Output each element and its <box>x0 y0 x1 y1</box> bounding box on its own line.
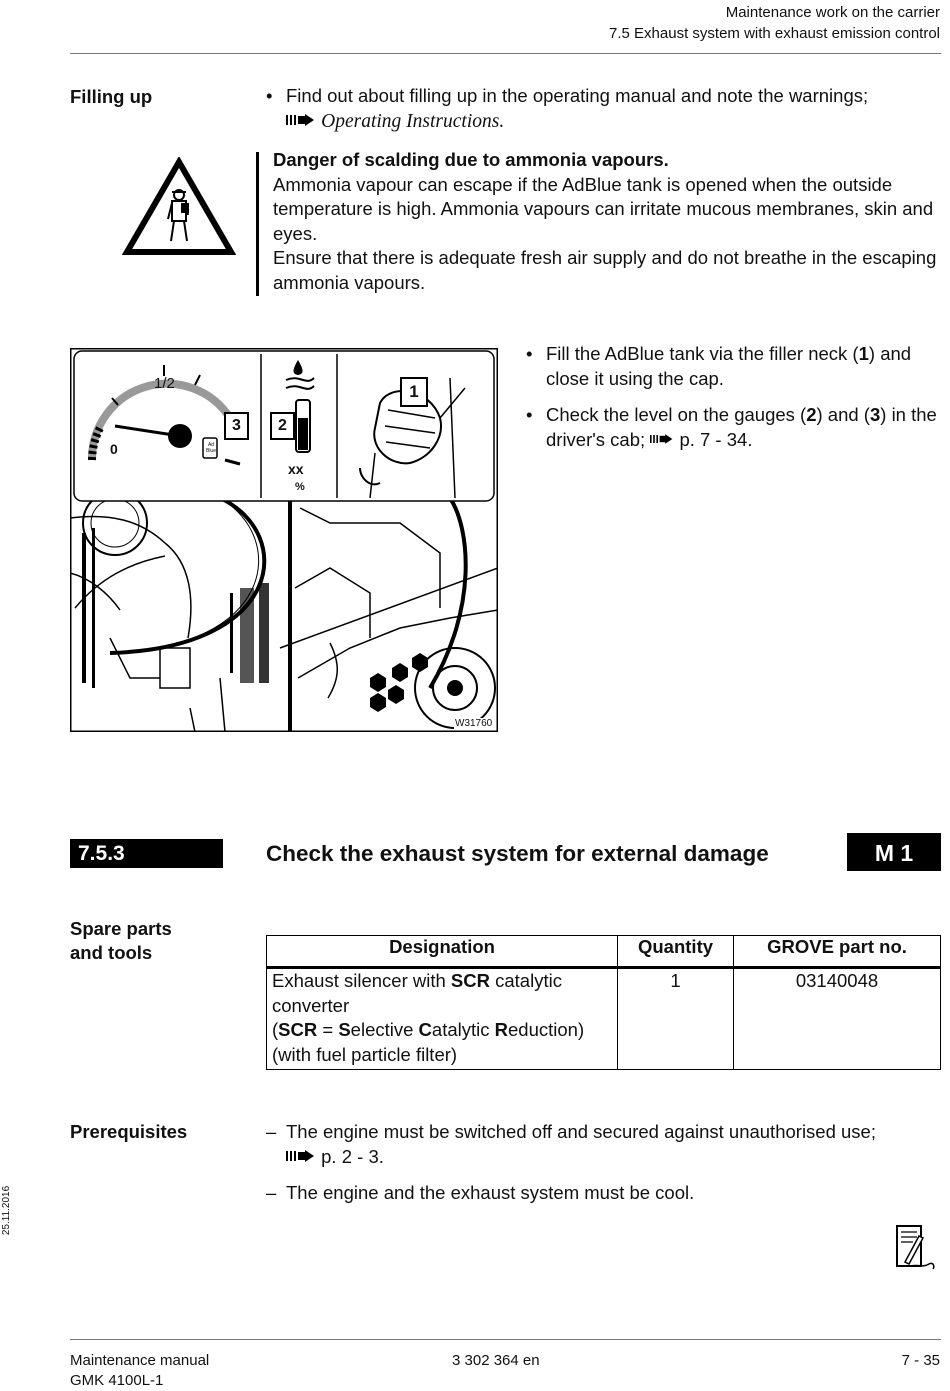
footer-rule <box>70 1339 941 1340</box>
adblue-illustration <box>70 348 498 732</box>
col-designation: Designation <box>267 936 618 968</box>
step-fill-tank: • Fill the AdBlue tank via the filler neck (1) and close it using the cap. <box>526 342 942 391</box>
adblue-figure <box>70 348 498 732</box>
prereq-item: – The engine must be switched off and secured against unauthorised use; p. 2 - 3. <box>266 1120 946 1169</box>
filling-intro: • Find out about filling up in the operating manual and note the warnings; Operating Instructions. <box>266 84 950 134</box>
running-header <box>609 2 940 44</box>
prerequisites-label: Prerequisites <box>70 1121 188 1142</box>
operating-instructions-link[interactable]: Operating Instructions. <box>321 110 505 132</box>
maintenance-interval-badge: M 1 <box>847 833 941 871</box>
filling-up-label: Filling up <box>70 86 153 107</box>
margin-date: 25.11.2016 <box>1 1185 13 1236</box>
col-part-no: GROVE part no. <box>734 936 941 968</box>
footer-doc-number: 3 302 364 en <box>452 1352 540 1369</box>
spare-parts-label: Spare parts and tools <box>70 918 172 963</box>
warning-box <box>273 148 945 295</box>
page-ref-link[interactable]: p. 2 - 3. <box>321 1145 384 1167</box>
warning-title: Danger of scalding due to ammonia vapours. <box>273 149 669 170</box>
cell-part-no: 03140048 <box>734 968 941 1070</box>
reference-arrow-icon <box>286 114 316 126</box>
step-check-level: • Check the level on the gauges (2) and (3) in the driver's cab; p. 7 - 34. <box>526 403 942 452</box>
callout-1: 1 <box>400 377 428 407</box>
reference-arrow-icon <box>286 1150 316 1162</box>
table-row <box>267 968 941 1070</box>
fill-steps <box>526 342 942 452</box>
level-unit: % <box>295 481 305 493</box>
level-value: xx <box>288 461 304 477</box>
gauge-half-label: 1/2 <box>154 375 175 392</box>
page-ref-link[interactable]: p. 7 - 34. <box>679 428 753 450</box>
warning-bar <box>256 152 259 296</box>
prereq-item: – The engine and the exhaust system must be cool. <box>266 1181 946 1206</box>
callout-2: 2 <box>270 412 295 440</box>
col-quantity: Quantity <box>618 936 734 968</box>
figure-id: W31760 <box>455 718 493 729</box>
header-chapter: Maintenance work on the carrier <box>725 4 940 21</box>
reference-arrow-icon <box>650 433 674 445</box>
header-section: 7.5 Exhaust system with exhaust emission control <box>609 25 940 42</box>
header-rule <box>70 53 941 54</box>
callout-3: 3 <box>224 412 249 440</box>
prerequisites-list <box>266 1120 946 1206</box>
footer-page-number: 7 - 35 <box>901 1352 940 1369</box>
warning-person-icon <box>122 157 236 257</box>
warning-body-2: Ensure that there is adequate fresh air supply and do not breathe in the escaping ammonia vapours. <box>273 247 937 293</box>
section-number: 7.5.3 <box>70 839 223 868</box>
cell-designation: Exhaust silencer with SCR catalytic converter (SCR = Selective Catalytic Reduction) (with fuel particle filter) <box>267 968 618 1070</box>
section-title: Check the exhaust system for external damage <box>266 841 769 866</box>
checklist-document-icon <box>893 1222 939 1272</box>
warning-body-1: Ammonia vapour can escape if the AdBlue tank is opened when the outside temperature is high. Ammonia vapours can irritate mucous membranes, skin and eyes. <box>273 173 934 244</box>
gauge-zero-label: 0 <box>110 441 118 457</box>
cell-quantity: 1 <box>618 968 734 1070</box>
adblue-pump-icon: Ad Blue <box>205 442 216 454</box>
spare-parts-table <box>266 935 941 1070</box>
footer-left: Maintenance manual GMK 4100L-1 <box>70 1352 210 1389</box>
